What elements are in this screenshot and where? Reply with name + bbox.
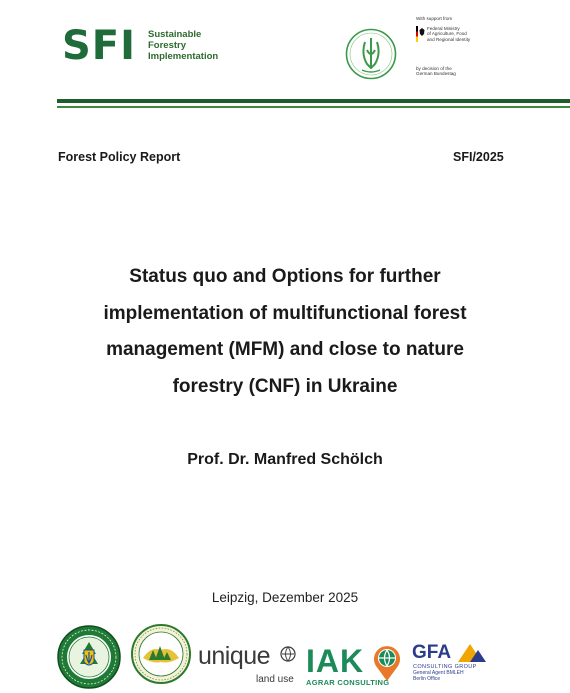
map-pin-globe-icon <box>370 644 404 682</box>
unique-wordmark: unique <box>198 642 271 670</box>
sfi-logo-line3: Implementation <box>148 51 219 62</box>
federal-eagle-icon <box>419 28 425 36</box>
unique-globe-icon <box>280 646 296 662</box>
german-flag-icon <box>416 26 418 42</box>
gfa-agent-text <box>413 671 464 682</box>
bmleh-logo <box>414 14 484 80</box>
gfa-agent-line: Berlin Office <box>413 675 441 682</box>
author-name: Prof. Dr. Manfred Schölch <box>187 451 383 468</box>
forestry-association-seal-icon <box>56 624 122 690</box>
document-title <box>60 259 510 405</box>
bmleh-ministry-line: and Regional Identity <box>427 36 471 42</box>
unique-land-use-logo <box>198 642 298 690</box>
bmleh-ministry-name <box>427 26 470 42</box>
gfa-wordmark: GFA <box>412 642 452 663</box>
sfi-logo-line1: Sustainable <box>148 29 202 40</box>
iak-subtitle: AGRAR CONSULTING <box>306 678 390 687</box>
title-line: management (MFM) and close to nature <box>106 339 464 360</box>
place-and-date: Leipzig, Dezember 2025 <box>211 590 359 605</box>
bmleh-support-text: With support from <box>416 16 453 21</box>
bmleh-ministry-line: of Agriculture, Food <box>427 31 467 37</box>
bmleh-ministry-line: Federal Ministry <box>427 26 460 31</box>
iak-wordmark: IAK <box>306 643 365 679</box>
eco-forestry-seal-icon <box>131 624 191 684</box>
bmleh-decision-line: German Bundestag <box>416 71 456 77</box>
bmleh-decision-text <box>416 66 456 77</box>
ukraine-forest-emblem-icon <box>345 28 397 80</box>
report-number: SFI/2025 <box>453 150 504 164</box>
header-rule-thick <box>57 99 570 103</box>
title-line: forestry (CNF) in Ukraine <box>172 375 398 397</box>
gfa-group-text: CONSULTING GROUP <box>413 664 477 670</box>
bmleh-decision-line: by decision of the <box>416 66 452 71</box>
title-line: Status quo and Options for further <box>129 266 441 287</box>
sfi-logo-line2: Forestry <box>148 40 187 51</box>
report-series-label: Forest Policy Report <box>58 150 181 164</box>
unique-subtitle: land use <box>256 674 294 685</box>
header-rule-thin <box>57 106 570 108</box>
title-line: implementation of multifunctional forest <box>103 302 467 324</box>
gfa-consulting-group-logo <box>412 640 492 688</box>
sfi-logo-letters: SFI <box>62 23 137 69</box>
gfa-agent-line: General Agent BMLEH <box>413 670 464 676</box>
sfi-logo <box>62 24 232 68</box>
gfa-triangle-icon <box>456 642 488 664</box>
sfi-logo-subtitle <box>148 29 218 62</box>
iak-agrar-consulting-logo <box>304 644 408 690</box>
